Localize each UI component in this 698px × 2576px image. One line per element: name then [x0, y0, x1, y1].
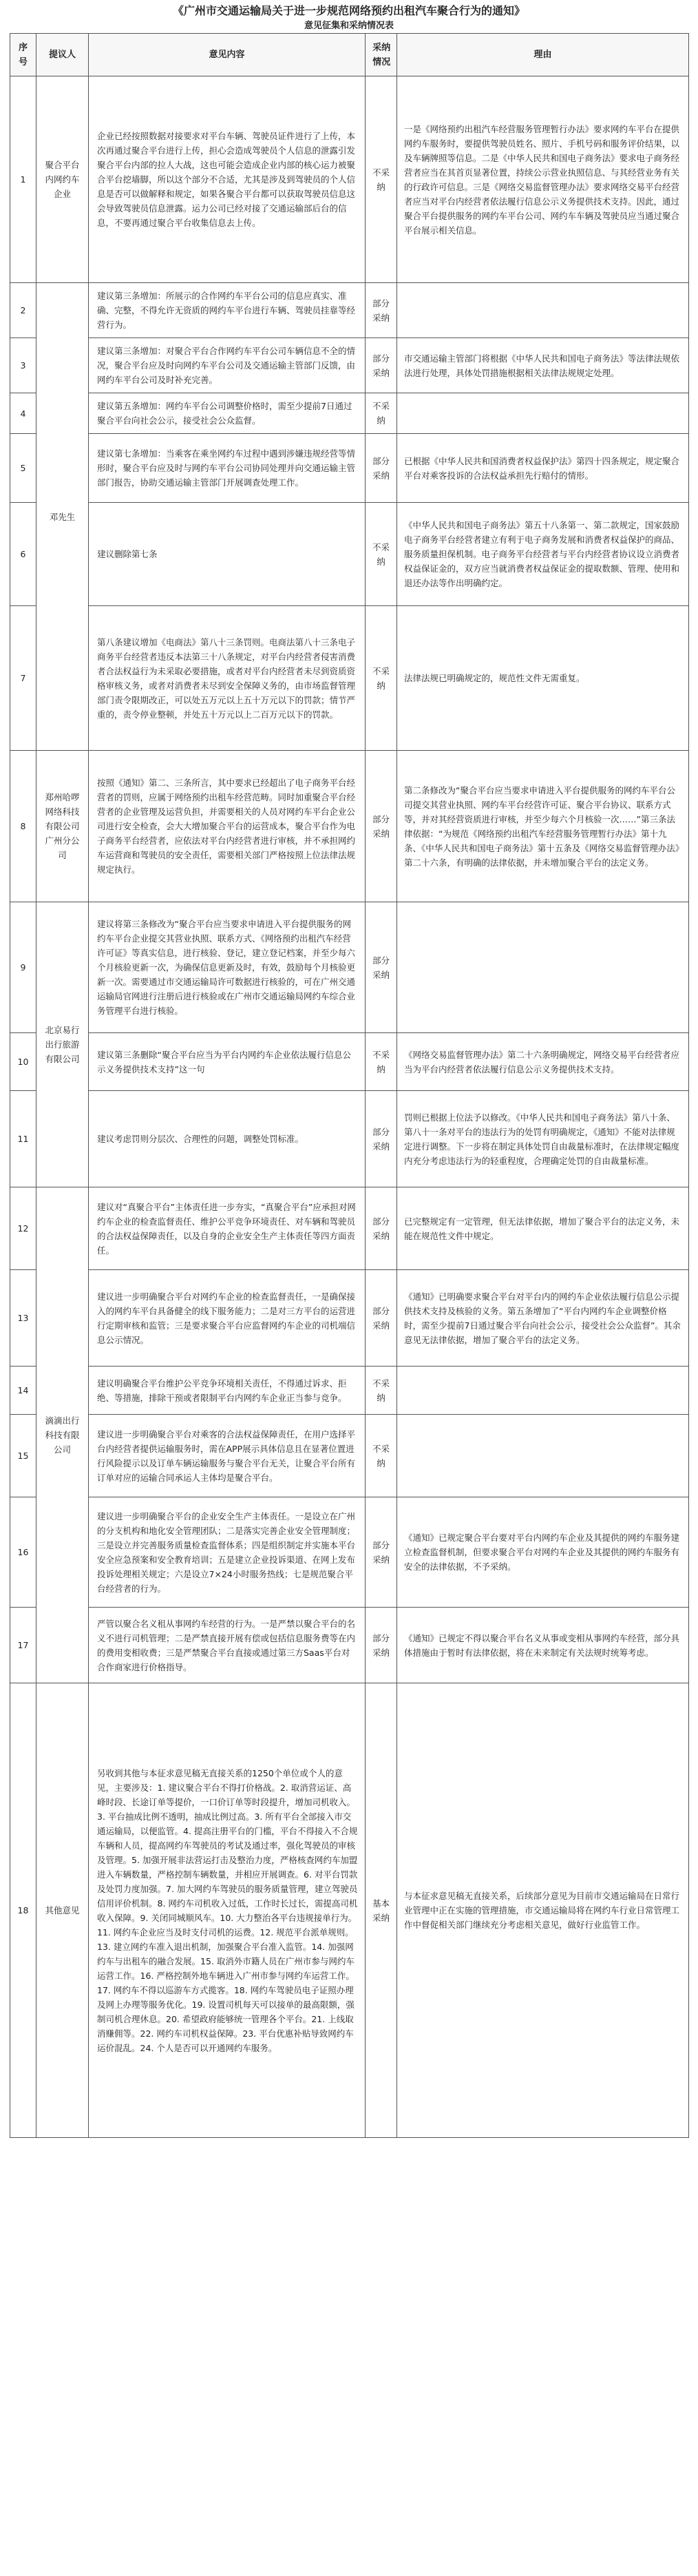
table-row — [10, 1415, 689, 1497]
row-opinion: 建议第七条增加：当乘客在乘坐网约车过程中遇到涉嫌违规经营等情形时，聚合平台应及时与网约车平台公司协同处理并向交通运输主管部门报告，协助交通运输主管部门开展调查处理工作。 — [89, 434, 366, 503]
row-adopt: 不采纳 — [366, 503, 397, 606]
row-reason — [397, 1415, 689, 1497]
header-proposer: 提议人 — [36, 34, 89, 76]
row-opinion: 建议将第三条修改为“聚合平台应当要求申请进入平台提供服务的网约车平台企业提交其营业执照、联系方式、《网络预约出租汽车经营许可证》等真实信息，进行核验、登记，建立登记档案，并至少每六个月核验更新一次，为确保信息更新及时，有效，鼓励每个月核验更新一次。需要通过市交通运输局许可数据进行核验的，可在广州交通运输局官网进行注册后进行核验或在广州市交通运输局网约车综合业务管理平台进行核验。 — [89, 902, 366, 1033]
table-row — [10, 76, 689, 283]
row-reason — [397, 1367, 689, 1415]
row-opinion: 建议进一步明确聚合平台的企业安全生产主体责任。一是设立在广州的分支机构和地化安全管理团队；二是落实完善企业安全管理制度；三是设立并完善服务质量检查监督体系；四是组织制定并实施本平台安全应急预案和安全教育培训；五是建立企业投诉渠道、在网上发布投诉处理相关规定；六是设立7×24小时服务热线；七是规范聚合平台经营者的行为。 — [89, 1497, 366, 1608]
header-opinion: 意见内容 — [89, 34, 366, 76]
table-row — [10, 1683, 689, 2138]
table-header-row — [10, 34, 689, 76]
row-reason — [397, 902, 689, 1033]
row-proposer: 其他意见 — [36, 1683, 89, 2138]
table-row — [10, 1608, 689, 1683]
row-opinion: 企业已经按照数据对接要求对平台车辆、驾驶员证件进行了上传，本次再通过聚合平台进行上传，担心会造成驾驶员个人信息的泄露引发聚合平台内部的拉人大战，这也可能会造成企业内部的核心运力被聚合平台挖墙脚，所以这个部分不合适，尤其是涉及到驾驶员的个人信息是否可以做解释和规定，如果各聚合平台都可以获取驾驶员信息这会导致驾驶员信息泄露。运力公司已经对接了交通运输部后台的信息，不要再通过聚合平台收集信息去上传。 — [89, 76, 366, 283]
row-reason: 罚则已根据上位法予以修改。《中华人民共和国电子商务法》第八十条、第八十一条对平台的违法行为的处罚有明确规定，《通知》不能对法律规定进行调整。下一步将在制定具体处罚自由裁量标准时，在法律规定幅度内充分考虑违法行为的轻重程度，合理确定处罚的自由裁量标准。 — [397, 1091, 689, 1187]
opinion-table — [10, 33, 689, 2138]
row-adopt: 部分采纳 — [366, 434, 397, 503]
table-row — [10, 751, 689, 902]
row-opinion: 严管以聚合名义租从事网约车经营的行为。一是严禁以聚合平台的名义不进行司机管理；二是严禁直接开展有偿或包括信息服务费等在内的费用变相收费；三是严禁聚合平台直接或通过第三方Saas平台对合作商家进行价格指导。 — [89, 1608, 366, 1683]
row-adopt: 基本采纳 — [366, 1683, 397, 2138]
row-reason: 已根据《中华人民共和国消费者权益保护法》第四十四条规定，规定聚合平台对乘客投诉的合法权益承担先行赔付的情形。 — [397, 434, 689, 503]
row-opinion: 建议第五条增加：网约车平台公司调整价格时，需至少提前7日通过聚合平台向社会公示，接受社会公众监督。 — [89, 393, 366, 434]
row-opinion: 按照《通知》第二、三条所言，其中要求已经超出了电子商务平台经营者的罚则，应属于网络预约出租车经营范畴。同时加重聚合平台经营者的企业管理及运营负担，并需要相关的人员对网约车平台企业公司进行安全检查，会大大增加聚合平台的运营成本，聚合平台作为电子商务平台经营者，应依法对平台内经营者进行审核，并不承担网约车运营商和驾驶员的安全责任，需要相关部门严格按照上位法律法规规定执行。 — [89, 751, 366, 902]
row-reason — [397, 393, 689, 434]
row-proposer: 聚合平台内网约车企业 — [36, 76, 89, 283]
row-no: 2 — [10, 283, 36, 338]
table-row — [10, 1367, 689, 1415]
row-proposer: 北京易行出行旅游有限公司 — [36, 902, 89, 1187]
row-reason: 第二条修改为“聚合平台应当要求申请进入平台提供服务的网约车平台公司提交其营业执照、网约车平台经营许可证、聚合平台协议、联系方式等，并对其经营资质进行审核，并至少每六个月核验一次……”第三条法律依据：“为规范《网络预约出租汽车经营服务管理暂行办法》第十九条、《中华人民共和国电子商务法》第十五条及《网络交易监督管理办法》第二十六条，有明确的法律依据，并未增加聚合平台的法定义务。 — [397, 751, 689, 902]
table-row — [10, 1187, 689, 1270]
row-no: 15 — [10, 1415, 36, 1497]
row-adopt: 部分采纳 — [366, 1497, 397, 1608]
row-no: 10 — [10, 1033, 36, 1091]
row-no: 18 — [10, 1683, 36, 2138]
table-row — [10, 1497, 689, 1608]
header-no: 序号 — [10, 34, 36, 76]
row-reason: 已完整规定有一定管理，但无法律依据，增加了聚合平台的法定义务，未能在规范性文件中规定。 — [397, 1187, 689, 1270]
row-no: 8 — [10, 751, 36, 902]
row-no: 17 — [10, 1608, 36, 1683]
row-adopt: 不采纳 — [366, 1415, 397, 1497]
row-adopt: 部分采纳 — [366, 751, 397, 902]
row-opinion: 建议对“真聚合平台”主体责任进一步夯实，“真聚合平台”应承担对网约车企业的检查监督责任、维护公平竞争环境责任、对车辆和驾驶员的合法权益保障责任，以及自身的企业安全生产主体责任等四方面责任。 — [89, 1187, 366, 1270]
row-no: 5 — [10, 434, 36, 503]
row-reason: 《中华人民共和国电子商务法》第五十八条第一、第二款规定，国家鼓励电子商务平台经营者建立有利于电子商务发展和消费者权益保护的商品、服务质量担保机制。电子商务平台经营者与平台内经营者协议设立消费者权益保证金的，双方应当就消费者权益保证金的提取数额、管理、使用和退还办法等作出明确约定。 — [397, 503, 689, 606]
table-row — [10, 606, 689, 751]
table-row — [10, 1033, 689, 1091]
row-adopt: 部分采纳 — [366, 1608, 397, 1683]
row-opinion: 建议第三条删除“聚合平台应当为平台内网约车企业依法履行信息公示义务提供技术支持”这一句 — [89, 1033, 366, 1091]
row-adopt: 部分采纳 — [366, 1187, 397, 1270]
header-reason: 理由 — [397, 34, 689, 76]
row-reason: 《通知》已规定聚合平台要对平台内网约车企业及其提供的网约车服务建立检查监督机制，但要求聚合平台对网约车企业及其提供的网约车服务有安全的法律依据，不予采纳。 — [397, 1497, 689, 1608]
row-reason — [397, 283, 689, 338]
row-no: 6 — [10, 503, 36, 606]
row-opinion: 建议第三条增加：所展示的合作网约车平台公司的信息应真实、准确、完整，不得允许无资质的网约车平台进行车辆、驾驶员挂靠等经营行为。 — [89, 283, 366, 338]
row-reason: 《通知》已规定不得以聚合平台名义从事或变相从事网约车经营，部分具体措施由于暂时有法律依据，将在未来制定有关法规时统筹考虑。 — [397, 1608, 689, 1683]
row-reason: 一是《网络预约出租汽车经营服务管理暂行办法》要求网约车平台在提供网约车服务时，要提供驾驶员姓名、照片、手机号码和服务评价结果，以及车辆牌照等信息。二是《中华人民共和国电子商务法》要求电子商务经营者应当在其首页显著位置，持续公示营业执照信息、与其经营业务有关的行政许可信息。三是《网络交易监督管理办法》要求网络交易平台经营者应当对平台内经营者依法履行信息公示义务提供技术支持。因此，通过聚合平台提供服务的网约车平台公司、网约车车辆及驾驶员应当通过聚合平台展示相关信息。 — [397, 76, 689, 283]
row-opinion: 建议明确聚合平台维护公平竞争环境相关责任，不得通过诉求、拒绝、等措施，排除干预或者限制平台内网约车企业正当参与竞争。 — [89, 1367, 366, 1415]
row-no: 13 — [10, 1270, 36, 1367]
table-row — [10, 283, 689, 338]
table-row — [10, 503, 689, 606]
row-reason: 法律法规已明确规定的，规范性文件无需重复。 — [397, 606, 689, 751]
table-row — [10, 1270, 689, 1367]
table-row — [10, 434, 689, 503]
row-no: 4 — [10, 393, 36, 434]
row-opinion: 建议第三条增加：对聚合平台合作网约车平台公司车辆信息不全的情况，聚合平台应及时向网约车平台公司及交通运输主管部门反馈，由网约车平台公司及时补充完善。 — [89, 338, 366, 393]
row-no: 14 — [10, 1367, 36, 1415]
row-reason: 市交通运输主管部门将根据《中华人民共和国电子商务法》等法律法规依法进行处理，具体处罚措施根据相关法律法规规定处理。 — [397, 338, 689, 393]
row-reason: 《网络交易监督管理办法》第二十六条明确规定，网络交易平台经营者应当为平台内经营者依法履行信息公示义务提供技术支持。 — [397, 1033, 689, 1091]
row-no: 7 — [10, 606, 36, 751]
row-opinion: 建议进一步明确聚合平台对网约车企业的检查监督责任，一是确保接入的网约车平台具备健全的线下服务能力；二是对三方平台的运营进行定期审核和监管；三是要求聚合平台应监督网约车企业的司机端信息公示情况。 — [89, 1270, 366, 1367]
row-opinion: 建议考虑罚则分层次、合理性的问题，调整处罚标准。 — [89, 1091, 366, 1187]
row-proposer: 邓先生 — [36, 283, 89, 751]
row-opinion: 建议进一步明确聚合平台对乘客的合法权益保障责任，在用户选择平台内经营者提供运输服务时，需在APP展示具体信息且在显著位置进行风险提示以及订单车辆运输服务与聚合平台无关，让聚合平台所有订单对应的运输合同承运人主体均是聚合平台。 — [89, 1415, 366, 1497]
row-adopt: 不采纳 — [366, 606, 397, 751]
table-row — [10, 338, 689, 393]
document-subtitle: 意见征集和采纳情况表 — [304, 21, 394, 31]
row-no: 9 — [10, 902, 36, 1033]
row-proposer: 郑州哈啰网络科技有限公司广州分公司 — [36, 751, 89, 902]
row-adopt: 部分采纳 — [366, 1091, 397, 1187]
row-adopt: 不采纳 — [366, 1033, 397, 1091]
row-reason: 与本征求意见稿无直接关系，后续部分意见为目前市交通运输局在日常行业管理中正在实施的管理措施，市交通运输局将在网约车行业日常管理工作中督促相关部门继续充分考虑相关意见，做好行业监管工作。 — [397, 1683, 689, 2138]
row-adopt: 部分采纳 — [366, 1270, 397, 1367]
header-adopt: 采纳情况 — [366, 34, 397, 76]
row-reason: 《通知》已明确要求聚合平台对平台内的网约车企业依法履行信息公示提供技术支持及核验的义务。第五条增加了“平台内网约车企业调整价格时，需至少提前7日通过聚合平台向社会公示，接受社会公众监督”。其余意见无法律依据，增加了聚合平台的法定义务。 — [397, 1270, 689, 1367]
row-adopt: 不采纳 — [366, 393, 397, 434]
row-opinion: 另收到其他与本征求意见稿无直接关系的1250个单位或个人的意见，主要涉及：1. 建议聚合平台不得打价格战。2. 取消营运证、高峰时段、长途订单等提价，一口价订单等时段提升，增加司机收入。3. 平台抽成比例不透明，抽成比例过高。3. 所有平台全部接入市交通运输局，以便监管。4. 提高注册平台的门槛，平台不得接入不合规车辆和人员，提高网约车驾驶员的考试及通过率，强化驾驶员的审核及管理。5. 加强开展非法营运打击及整治力度，严格核查网约车加盟进入车辆数量，严格控制车辆数量，并相应开展调查。6. 对平台罚款及处罚力度加强。7. 加大网约车驾驶员的服务质量管理，建立驾驶员信用评价机制。8. 网约车司机收入过低，工作时长过长，需提高司机收入保障。9. 关闭同城顺风车。10. 大力整治各平台违规接单行为。11. 网约车企业应当及时支付司机的运费。12. 规范平台派单规则。13. 建立网约车准入退出机制，加强聚合平台准入监管。14. 加强网约车与出租车的融合发展。15. 取消外市籍人员在广州市参与网约车运营工作。16. 严格控制外地车辆进入广州市参与网约车运营工作。17. 网约车不得以巡游车方式揽客。18. 网约车驾驶员电子证照办理及网上办理等服务优化。19. 设置司机每天可以接单的最高限额，强制司机合理休息。20. 希望政府能够统一管理各个平台。21. 上线取消赚佣等。22. 网约车司机权益保障。23. 平台优惠补贴导致网约车运价混乱。24. 个人是否可以开通网约车服务。 — [89, 1683, 366, 2138]
row-no: 1 — [10, 76, 36, 283]
document-title: 《广州市交通运输局关于进一步规范网络预约出租汽车聚合行为的通知》 — [172, 4, 525, 17]
row-adopt: 部分采纳 — [366, 338, 397, 393]
table-row — [10, 1091, 689, 1187]
row-no: 16 — [10, 1497, 36, 1608]
row-opinion: 建议删除第七条 — [89, 503, 366, 606]
table-row — [10, 902, 689, 1033]
row-proposer: 滴滴出行科技有限公司 — [36, 1187, 89, 1683]
table-row — [10, 393, 689, 434]
row-adopt: 部分采纳 — [366, 902, 397, 1033]
row-adopt: 部分采纳 — [366, 283, 397, 338]
row-opinion: 第八条建议增加《电商法》第八十三条罚则。电商法第八十三条电子商务平台经营者违反本法第三十八条规定，对平台内经营者侵害消费者合法权益行为未采取必要措施，或者对平台内经营者未尽到资质资格审核义务，或者对消费者未尽到安全保障义务的，由市场监督管理部门责令限期改正，可以处五万元以上五十万元以下的罚款；情节严重的，责令停业整顿，并处五十万元以上二百万元以下的罚款。 — [89, 606, 366, 751]
row-adopt: 不采纳 — [366, 1367, 397, 1415]
row-no: 11 — [10, 1091, 36, 1187]
row-no: 3 — [10, 338, 36, 393]
row-no: 12 — [10, 1187, 36, 1270]
row-adopt: 不采纳 — [366, 76, 397, 283]
